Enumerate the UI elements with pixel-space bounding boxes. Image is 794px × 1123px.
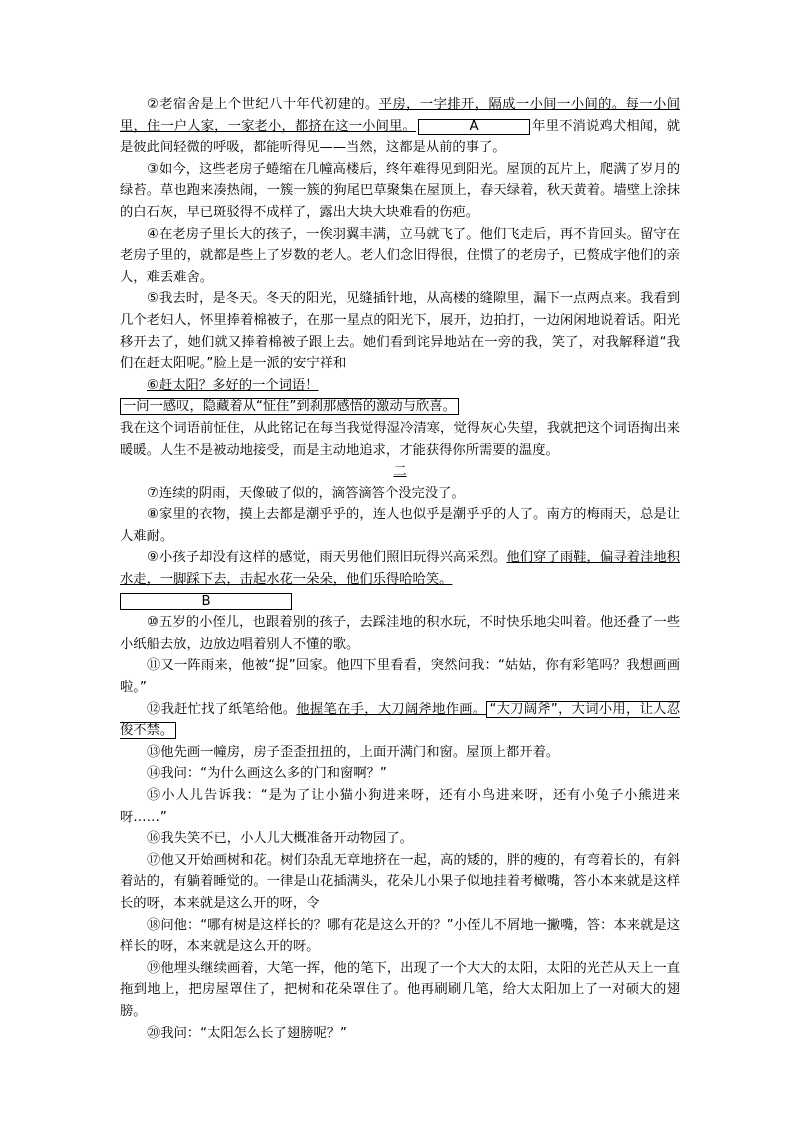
paragraph-19: ⑲他埋头继续画着，大笔一挥，他的笔下，出现了一个大大的太阳，太阳的光芒从天上一直拖到地上，把房屋罩住了，把树和花朵罩住了。他再刷刷几笔，给大太阳加上了一对硕大的翅膀。	[120, 960, 680, 1019]
paragraph-6-body: 我在这个词语前怔住，从此铭记在每当我觉得湿冷清寒，觉得灰心失望，我就把这个词语掏出来暖暖。人生不是被动地接受，而是主动地追求，才能获得你所需要的温度。	[120, 420, 680, 458]
paragraph-15: ⑮小人儿告诉我：“是为了让小猫小狗进来呀，还有小鸟进来呀，还有小兔子小熊进来呀……”	[120, 788, 680, 825]
paragraph-9	[120, 547, 680, 590]
paragraph-4: ④在老房子里长大的孩子，一俟羽翼丰满，立马就飞了。他们飞走后，再不肯回头。留守在老房子里的，就都是些上了岁数的老人。老人们念旧得很，住惯了的老房子，已赘成字他们的亲人，难丢难舍。	[120, 226, 680, 285]
paragraph-11: ⑪又一阵雨来，他被“捉”回家。他四下里看看，突然问我：“姑姑，你有彩笔吗？我想画画啦。”	[120, 658, 680, 696]
p12-annotation: “大刀阔斧”，大词小用，让人忍俊不禁。	[120, 701, 681, 739]
p6-annotation: 一问一感叹，隐藏着从“怔住”到刹那感悟的激动与欣喜。	[120, 398, 459, 415]
document-body	[120, 94, 680, 1044]
p12-text-a: ⑫我赶忙找了纸笔给他。	[147, 701, 297, 717]
paragraph-20: ⑳我问：“太阳怎么长了翅膀呢？”	[147, 1025, 347, 1041]
paragraph-6-annotation-line	[120, 396, 680, 418]
paragraph-17: ⑰他又开始画树和花。树们杂乱无章地挤在一起，高的矮的，胖的瘦的，有弯着长的，有斜着站的，有躺着睡觉的。一律是山花插满头，花朵儿小果子似地挂着考橄嘴，答小本来就是这样长的呀，本来就是这么开的呀，令	[120, 852, 680, 911]
paragraph-18: ⑱问他：“哪有树是这样长的？哪有花是这么开的？”小侄儿不屑地一撇嘴，答：本来就是这样长的呀，本来就是这么开的呀。	[120, 917, 680, 955]
paragraph-8: ⑧家里的衣物，摸上去都是潮乎乎的，连人也似乎是潮乎乎的人了。南方的梅雨天，总是让人难耐。	[120, 507, 680, 544]
section-two-heading	[120, 461, 680, 483]
paragraph-2	[120, 94, 680, 159]
paragraph-12	[120, 699, 680, 742]
paragraph-3: ③如今，这些老房子蜷缩在几幢高楼后，终年难得见到阳光。屋顶的瓦片上，爬满了岁月的绿苔。草也跑来凑热闹，一簇一簇的狗尾巴草聚集在屋顶上，春天绿着，秋天黄着。墙壁上涂抹的白石灰，早已斑驳得不成样了，露出大块大块难看的伤疤。	[120, 161, 680, 220]
p9-underlined-text: 他们穿了雨鞋，偏寻着洼地积水走，一脚踩下去，击起水花一朵朵，他们乐得哈哈笑。	[120, 550, 681, 588]
paragraph-7: ⑦连续的阴雨，天像破了似的，滴答滴答个没完没了。	[147, 485, 465, 501]
paragraph-10: ⑩五岁的小侄儿，也跟着别的孩子，去踩洼地的积水玩，不时快乐地尖叫着。他还叠了一些小纸船去放，边放边唱着别人不懂的歌。	[120, 615, 680, 652]
paragraph-6-heading	[120, 375, 680, 397]
paragraph-13: ⑬他先画一幢房，房子歪歪扭扭的，上面开满门和窗。屋顶上都开着。	[147, 744, 560, 760]
p2-text-c: 年里不消说鸡犬相闻，就是彼此间轻微的呼吸，都能听得见——当然，这都是从前的事了。	[120, 118, 680, 156]
paragraph-5: ⑤我去时，是冬天。冬天的阳光，见缝插针地，从高楼的缝隙里，漏下一点两点来。我看到几个老妇人，怀里捧着棉被子，在那一星点的阳光下，展开，边拍打，一边闲闲地说着话。阳光移开去了，她们就又捧着棉被子跟上去。她们看到诧异地站在一旁的我，笑了，对我解释道“我们在赶太阳呢。”脸上是一派的安宁祥和	[120, 291, 680, 372]
paragraph-14: ⑭我问：“为什么画这么多的门和窗啊？”	[147, 766, 387, 782]
p2-underlined-text: 平房，一字排开，隔成一小间一小间的。每一小间里，住一户人家，一家老小，都挤在这一小间里。	[120, 97, 681, 134]
p2-text-a: ②老宿舍是上个世纪八十年代初建的。	[147, 97, 379, 112]
section-two-label: 二	[393, 464, 407, 480]
p6-phrase: ⑥赶太阳？多好的一个词语！	[147, 377, 319, 393]
blank-b-line	[120, 591, 680, 613]
p9-text-a: ⑨小孩子却没有这样的感觉，雨天男他们照旧玩得兴高采烈。	[147, 550, 507, 566]
p12-underlined-text: 他握笔在手，大刀阔斧地作画。	[296, 701, 487, 717]
blank-b: B	[120, 593, 292, 610]
blank-a: A	[418, 119, 530, 135]
paragraph-16: ⑯我失笑不已，小人儿大概准备开动物园了。	[147, 831, 413, 847]
